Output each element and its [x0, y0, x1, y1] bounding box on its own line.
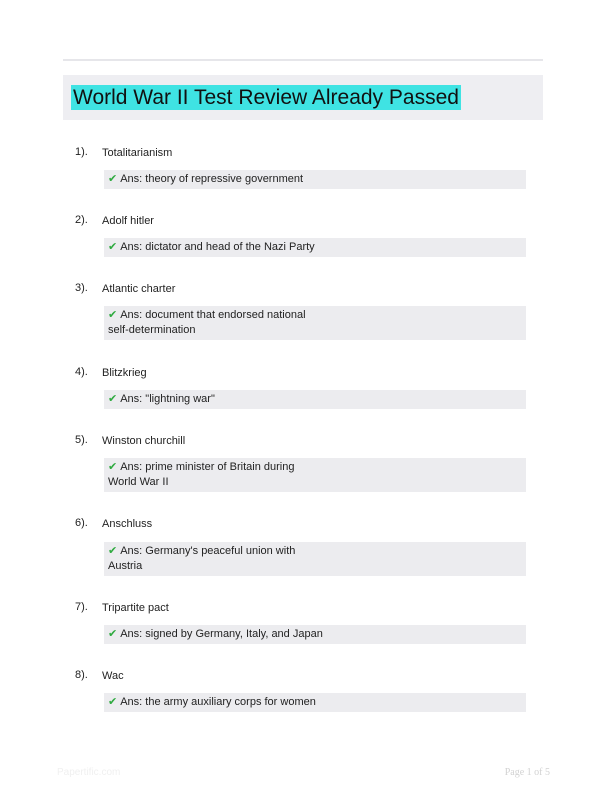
page-indicator: Page 1 of 5	[504, 767, 550, 778]
answer-prefix: Ans:	[120, 461, 143, 473]
answer-prefix: Ans:	[120, 696, 143, 708]
answer-box	[104, 625, 526, 644]
footer-watermark: Papertific.com	[57, 767, 121, 778]
answer-text: signed by Germany, Italy, and Japan	[145, 628, 323, 640]
check-icon: ✔	[108, 628, 118, 640]
check-icon: ✔	[108, 545, 118, 557]
question-number: 7).	[75, 601, 88, 613]
check-icon: ✔	[108, 461, 118, 473]
answer-text-continued: self-determination	[108, 324, 196, 336]
title-banner	[63, 75, 543, 120]
answer-prefix: Ans:	[120, 628, 143, 640]
question-number: 3).	[75, 282, 88, 294]
answer-text: "lightning war"	[145, 393, 215, 405]
answer-text-continued: World War II	[108, 476, 169, 488]
answer-box	[104, 458, 526, 492]
answer-prefix: Ans:	[120, 173, 143, 185]
answer-box	[104, 238, 526, 257]
question-text: Totalitarianism	[102, 147, 173, 159]
answer-prefix: Ans:	[120, 309, 143, 321]
answer-box	[104, 542, 526, 576]
answer-prefix: Ans:	[120, 241, 143, 253]
question-text: Winston churchill	[102, 435, 186, 447]
check-icon: ✔	[108, 393, 118, 405]
question-number: 8).	[75, 669, 88, 681]
check-icon: ✔	[108, 173, 118, 185]
question-number: 6).	[75, 517, 88, 529]
answer-box	[104, 390, 526, 409]
question-text: Blitzkrieg	[102, 367, 147, 379]
answer-text: document that endorsed national	[145, 309, 306, 321]
answer-text-continued: Austria	[108, 560, 143, 572]
question-number: 1).	[75, 146, 88, 158]
question-text: Atlantic charter	[102, 283, 176, 295]
top-divider	[63, 59, 543, 61]
answer-box	[104, 170, 526, 189]
answer-box	[104, 306, 526, 340]
question-number: 2).	[75, 214, 88, 226]
document-title: World War II Test Review Already Passed	[73, 86, 459, 109]
answer-prefix: Ans:	[120, 545, 143, 557]
check-icon: ✔	[108, 241, 118, 253]
answer-text: the army auxiliary corps for women	[145, 696, 316, 708]
answer-box	[104, 693, 526, 712]
answer-prefix: Ans:	[120, 393, 143, 405]
question-number: 5).	[75, 434, 88, 446]
question-text: Tripartite pact	[102, 602, 169, 614]
question-text: Anschluss	[102, 518, 153, 530]
question-number: 4).	[75, 366, 88, 378]
answer-text: prime minister of Britain during	[145, 461, 295, 473]
answer-text: dictator and head of the Nazi Party	[145, 241, 315, 253]
question-text: Wac	[102, 670, 124, 682]
check-icon: ✔	[108, 309, 118, 321]
check-icon: ✔	[108, 696, 118, 708]
answer-text: Germany's peaceful union with	[145, 545, 296, 557]
question-text: Adolf hitler	[102, 215, 154, 227]
answer-text: theory of repressive government	[145, 173, 304, 185]
